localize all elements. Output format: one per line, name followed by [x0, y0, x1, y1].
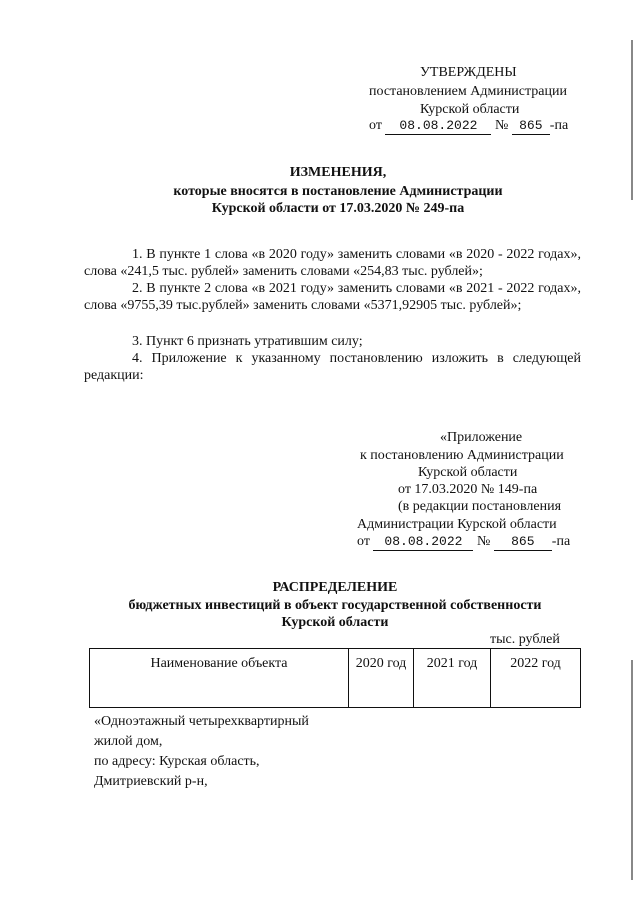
header-year-2022: 2022 год: [491, 649, 581, 708]
appendix-date: 08.08.2022: [373, 534, 473, 551]
object-line-3: по адресу: Курская область,: [94, 754, 260, 769]
item-3: 3. Пункт 6 признать утратившим силу;: [132, 334, 363, 349]
approval-line-2: Курской области: [420, 102, 520, 117]
approval-title: УТВЕРЖДЕНЫ: [420, 65, 517, 80]
changes-subtitle-1: которые вносятся в постановление Администрации: [173, 184, 503, 199]
table-header-row: [90, 649, 581, 708]
item-4: 4. Приложение к указанному постановлению изложить в следующей редакции:: [84, 351, 581, 383]
appendix-line-3: Курской области: [418, 465, 518, 480]
appendix-line-1: «Приложение: [440, 430, 523, 445]
distribution-subtitle-1: бюджетных инвестиций в объект государственной собственности: [128, 598, 542, 613]
object-line-2: жилой дом,: [94, 734, 163, 749]
changes-subtitle-2: Курской области от 17.03.2020 № 249-па: [211, 201, 465, 216]
object-line-4: Дмитриевский р-н,: [94, 774, 208, 789]
units-label: тыс. рублей: [490, 632, 560, 647]
approval-suffix: -па: [549, 118, 569, 133]
approval-line-1: постановлением Администрации: [369, 84, 567, 99]
item-2: 2. В пункте 2 слова «в 2021 году» заменить словами «в 2021 - 2022 годах», слова «9755,39 тыс.рублей» заменить словами «5371,92905 тыс. рублей»;: [84, 281, 581, 313]
distribution-title: РАСПРЕДЕЛЕНИЕ: [272, 580, 398, 595]
appendix-date-line: [357, 534, 570, 551]
distribution-subtitle-2: Курской области: [281, 615, 389, 630]
approval-number: 865: [512, 118, 550, 135]
appendix-line-4: от 17.03.2020 № 149-па: [398, 482, 538, 497]
appendix-line-6: Администрации Курской области: [357, 517, 557, 532]
appendix-num-prefix: №: [476, 534, 491, 549]
appendix-from-prefix: от: [357, 534, 370, 549]
item-1: 1. В пункте 1 слова «в 2020 году» заменить словами «в 2020 - 2022 годах», слова «241,5 тыс. рублей» заменить словами «254,83 тыс. рублей»;: [84, 247, 581, 279]
scan-edge-mark-top: [631, 40, 633, 200]
appendix-suffix: -па: [551, 534, 571, 549]
approval-date: 08.08.2022: [385, 118, 491, 135]
scan-edge-mark-bottom: [631, 660, 633, 880]
appendix-number: 865: [494, 534, 552, 551]
header-object-name: Наименование объекта: [90, 649, 349, 708]
approval-num-prefix: №: [494, 118, 509, 133]
changes-title: ИЗМЕНЕНИЯ,: [289, 165, 387, 180]
appendix-line-2: к постановлению Администрации: [360, 448, 564, 463]
header-year-2021: 2021 год: [414, 649, 491, 708]
approval-date-line: [369, 118, 568, 135]
header-year-2020: 2020 год: [349, 649, 414, 708]
budget-table: [89, 648, 581, 708]
appendix-line-5: (в редакции постановления: [398, 499, 562, 514]
object-line-1: «Одноэтажный четырехквартирный: [94, 714, 309, 729]
approval-from-prefix: от: [369, 118, 382, 133]
object-description: [94, 712, 309, 792]
